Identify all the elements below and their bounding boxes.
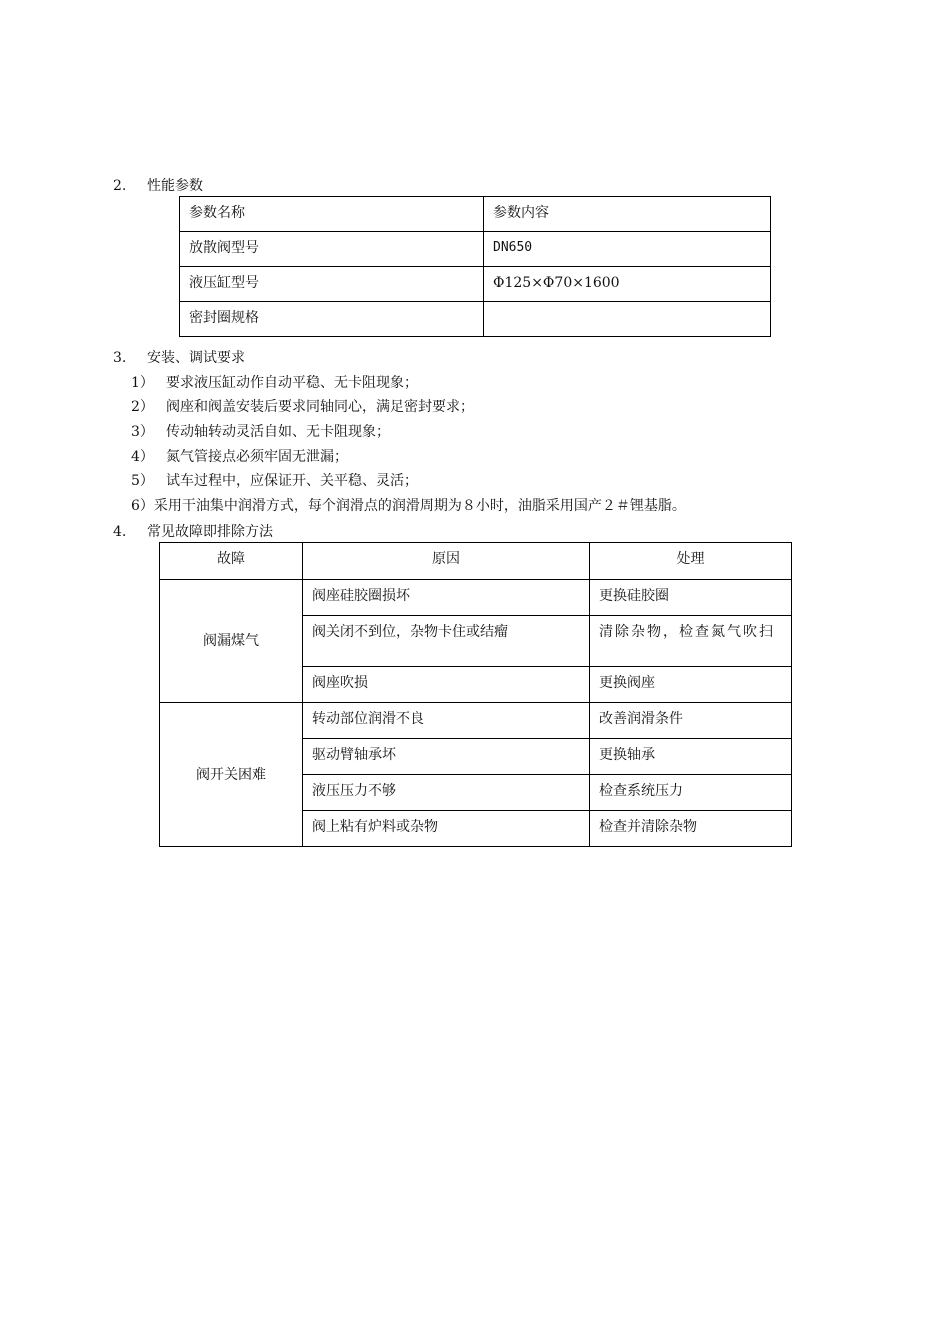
list-index: 2） [131,399,154,415]
list-index: 6） [131,498,154,514]
remedy-cell: 清除杂物，检查氮气吹扫 [590,616,792,667]
header-cell: 原因 [303,543,590,580]
cause-cell: 阀关闭不到位，杂物卡住或结瘤 [303,616,590,667]
param-name-cell: 液压缸型号 [180,267,484,302]
remedy-cell: 更换轴承 [590,739,792,775]
param-name-cell: 放散阀型号 [180,232,484,267]
section-title: 性能参数 [147,178,203,194]
fault-cell: 阀开关困难 [160,703,303,847]
cause-cell: 液压压力不够 [303,775,590,811]
table-row [180,232,771,267]
cause-cell: 阀座硅胶圈损坏 [303,580,590,616]
table-row [180,302,771,337]
list-item [131,372,418,392]
list-item [131,446,348,466]
param-value-cell: DN650 [484,232,771,267]
cause-cell: 阀座吹损 [303,667,590,703]
section-3-heading [113,347,245,367]
fault-cell: 阀漏煤气 [160,580,303,703]
list-text: 传动轴转动灵活自如、无卡阻现象； [166,424,390,440]
header-cell: 参数名称 [180,197,484,232]
table-header-row [180,197,771,232]
table-header-row [160,543,792,580]
cause-cell: 阀上粘有炉料或杂物 [303,811,590,847]
remedy-cell: 更换阀座 [590,667,792,703]
parameters-table [179,196,771,337]
cause-cell: 驱动臂轴承坏 [303,739,590,775]
section-title: 常见故障即排除方法 [147,524,273,540]
section-2-heading [113,175,203,195]
param-value-cell: Φ125×Φ70×1600 [484,267,771,302]
header-cell: 参数内容 [484,197,771,232]
list-text: 氮气管接点必须牢固无泄漏； [166,449,348,465]
list-index: 5） [131,473,154,489]
header-cell: 处理 [590,543,792,580]
list-text: 采用干油集中润滑方式，每个润滑点的润滑周期为８小时，油脂采用国产２＃锂基脂。 [153,498,686,514]
remedy-cell: 检查系统压力 [590,775,792,811]
section-number: 3. [113,350,127,366]
remedy-cell: 改善润滑条件 [590,703,792,739]
table-row [180,267,771,302]
remedy-cell: 更换硅胶圈 [590,580,792,616]
list-text: 要求液压缸动作自动平稳、无卡阻现象； [166,375,418,391]
list-item [131,396,474,416]
list-index: 1） [131,375,154,391]
list-item [131,495,686,515]
section-title: 安装、调试要求 [147,350,245,366]
cause-cell: 转动部位润滑不良 [303,703,590,739]
list-text: 试车过程中，应保证开、关平稳、灵活； [166,473,418,489]
list-item [131,470,418,490]
header-cell: 故障 [160,543,303,580]
list-index: 3） [131,424,154,440]
section-4-heading [113,521,273,541]
param-name-cell: 密封圈规格 [180,302,484,337]
table-row [160,703,792,739]
remedy-cell: 检查并清除杂物 [590,811,792,847]
table-row [160,580,792,616]
list-item [131,421,390,441]
param-value-cell [484,302,771,337]
fault-table [159,542,792,847]
list-index: 4） [131,449,154,465]
list-text: 阀座和阀盖安装后要求同轴同心，满足密封要求； [166,399,474,415]
section-number: 4. [113,524,127,540]
section-number: 2. [113,178,127,194]
